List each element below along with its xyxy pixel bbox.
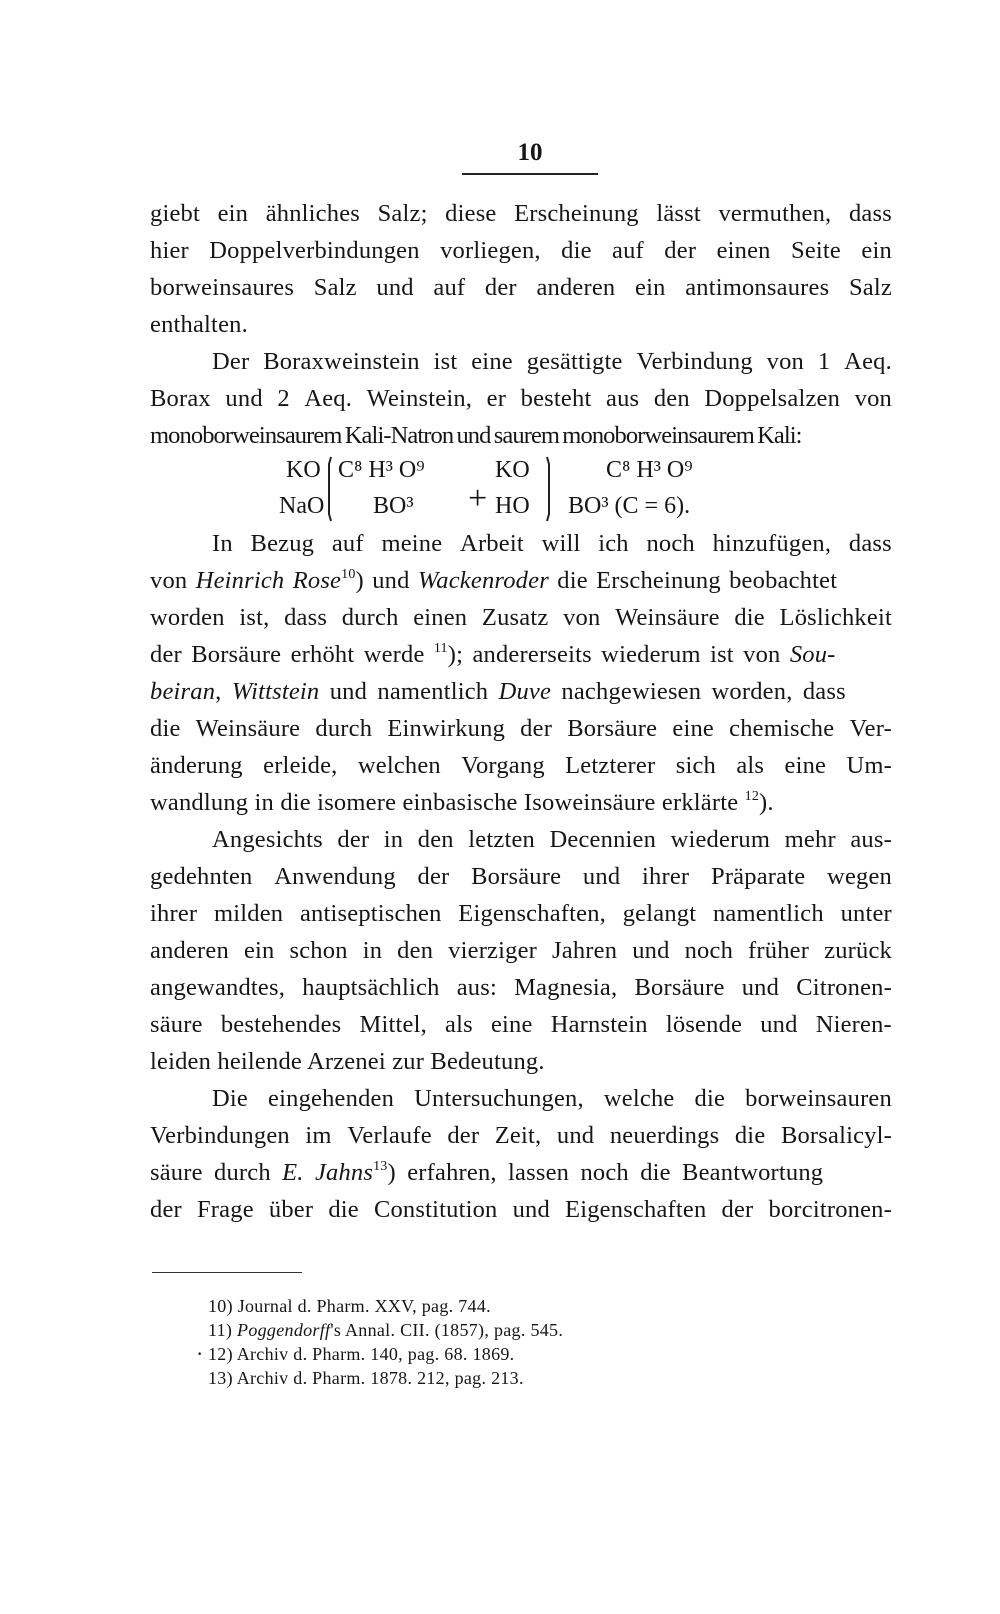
word: vierziger [448, 937, 538, 964]
word: und [556, 1122, 595, 1149]
text-line [150, 233, 892, 269]
word: Boraxweinstein [263, 348, 420, 375]
formula-plus: + [468, 480, 488, 517]
word: Eigenschaften [565, 1196, 707, 1223]
word: von [854, 385, 892, 412]
word: der [150, 1196, 182, 1223]
word: die [734, 604, 765, 631]
word: hinzufügen, [712, 530, 832, 557]
author-name: E. Jahns [282, 1159, 374, 1186]
word: letzten [468, 826, 535, 853]
text-line [150, 859, 892, 895]
word: Eigenschaften, [458, 900, 606, 927]
word: anderen [150, 937, 229, 964]
text-line [150, 1118, 892, 1154]
text-line [150, 933, 892, 969]
author-name: Duve [498, 678, 552, 705]
word: ein [635, 274, 666, 301]
word: borweinsaures [150, 274, 295, 301]
word: Nieren- [815, 1011, 892, 1038]
word: hauptsächlich [302, 974, 440, 1001]
word: der [664, 237, 697, 264]
word: Verlaufe [347, 1122, 432, 1149]
word: Angesichts [212, 826, 323, 853]
word: schon [289, 937, 348, 964]
word: Um- [846, 752, 892, 779]
word: die [328, 1196, 359, 1223]
word: ich [598, 530, 629, 557]
word: früher [748, 937, 810, 964]
word: aus- [850, 826, 892, 853]
word: giebt [150, 200, 200, 227]
word: und [760, 1011, 798, 1038]
word: Borsalicyl- [780, 1122, 892, 1149]
word: Seite [791, 237, 841, 264]
word: eine [471, 348, 513, 375]
word: Magnesia, [514, 974, 618, 1001]
word: auf [612, 237, 644, 264]
formula-right-group-top: C⁸ H³ O⁹ [606, 457, 693, 483]
word: die [150, 715, 181, 742]
word: angewandtes, [150, 974, 286, 1001]
word: er [486, 385, 507, 412]
text-line: monoborweinsaurem Kali-Natron und saurem monoborweinsaurem Kali: [150, 422, 802, 449]
word: gesättigte [526, 348, 623, 375]
word: eine [490, 1011, 533, 1038]
word: Frage [196, 1196, 254, 1223]
word: und [582, 863, 621, 890]
word: Untersuchungen, [414, 1085, 584, 1112]
word: im [305, 1122, 332, 1149]
text-line: beiran, Wittstein und namentlich Duve nachgewiesen worden, dass [150, 678, 846, 705]
word: ähnliches [265, 200, 361, 227]
word: chemische [729, 715, 835, 742]
word: der [337, 826, 370, 853]
page-number-rule [462, 173, 598, 175]
word: Einwirkung [387, 715, 506, 742]
formula-left-bottom: NaO [279, 493, 325, 519]
word: eine [784, 752, 827, 779]
author-name: beiran [150, 678, 216, 705]
footnote: 10) Journal d. Pharm. XXV, pag. 744. [208, 1296, 491, 1316]
word: aus: [456, 974, 497, 1001]
word: milden [213, 900, 284, 927]
word: und [512, 1196, 550, 1223]
word: anderen [536, 274, 616, 301]
footnote: 12) Archiv d. Pharm. 140, pag. 68. 1869. [208, 1344, 515, 1364]
word: ist [433, 348, 458, 375]
text-line [150, 711, 892, 747]
word: bestehendes [220, 1011, 342, 1038]
word: der [520, 715, 553, 742]
word: über [268, 1196, 314, 1223]
word: Die [212, 1085, 248, 1112]
word: dass [848, 200, 892, 227]
word: Borax [150, 385, 211, 412]
word: antiseptischen [299, 900, 442, 927]
word: Zeit, [494, 1122, 542, 1149]
word: Citronen- [796, 974, 892, 1001]
text-line [150, 748, 892, 784]
word: vorliegen, [440, 237, 541, 264]
word: Letzterer [565, 752, 656, 779]
word: hier [150, 237, 189, 264]
text-line [150, 970, 892, 1006]
word: noch [684, 937, 734, 964]
formula-left-group-bottom: BO³ [373, 493, 414, 519]
word: die [734, 1122, 766, 1149]
word: borweinsauren [745, 1085, 892, 1112]
text-line [150, 196, 892, 232]
word: lässt [656, 200, 701, 227]
footnote-ref: 10 [341, 567, 356, 582]
formula-right-group-bottom: BO³ (C = 6). [568, 493, 691, 519]
text-line [212, 344, 892, 380]
word: einen [716, 237, 771, 264]
word: wiederum [670, 826, 771, 853]
word: besteht [520, 385, 592, 412]
word: Präparate [711, 863, 806, 890]
word: und [741, 974, 780, 1001]
word: namentlich [712, 900, 824, 927]
word: ihrer [150, 900, 198, 927]
formula-brace-right [545, 456, 551, 522]
word: Aeq. [304, 385, 353, 412]
word: Mittel, [359, 1011, 427, 1038]
word: der [417, 863, 450, 890]
word: unter [840, 900, 892, 927]
word: Weinstein, [366, 385, 473, 412]
word: die [561, 237, 592, 264]
page-number: 10 [517, 139, 543, 166]
margin-mark: · [196, 1341, 204, 1366]
word: meine [381, 530, 443, 557]
word: Borsäure [471, 863, 562, 890]
word: durch [315, 715, 373, 742]
word: der [447, 1122, 480, 1149]
word: Doppelsalzen [704, 385, 841, 412]
footnote-ref: 13 [373, 1159, 388, 1174]
word: Bezug [250, 530, 315, 557]
word: worden [150, 604, 225, 631]
formula-left-top: KO [286, 457, 321, 483]
word: Salz [313, 274, 357, 301]
text-line [150, 896, 892, 932]
footnote: 11) Poggendorff's Annal. CII. (1857), pag. 545. [208, 1320, 564, 1340]
word: als [736, 752, 765, 779]
word: Weinsäure [615, 604, 720, 631]
word: der [484, 274, 517, 301]
word: Arbeit [460, 530, 524, 557]
word: 1 [817, 348, 831, 375]
word: antimonsaures [685, 274, 830, 301]
text-line: der Borsäure erhöht werde $^{11}$); andererseits wiederum ist von Sou- [150, 641, 836, 668]
word: gedehnten [150, 863, 253, 890]
word: mehr [784, 826, 836, 853]
word: ihrer [642, 863, 690, 890]
word: Ver- [849, 715, 892, 742]
word: von [766, 348, 804, 375]
word: den [417, 826, 454, 853]
text-line: wandlung in die isomere einbasische Isoweinsäure erklärte $^{12}$). [150, 789, 774, 816]
word: In [212, 530, 233, 557]
word: von [563, 604, 601, 631]
word: Salz [848, 274, 892, 301]
author-name: Sou- [789, 641, 836, 668]
word: auf [331, 530, 364, 557]
word: dass [848, 530, 892, 557]
word: den [653, 385, 690, 412]
word: säure [150, 1011, 203, 1038]
word: Vorgang [461, 752, 545, 779]
text-line: säure durch E. Jahns$^{13}$) erfahren, lassen noch die Beantwortung [150, 1159, 824, 1186]
word: der [721, 1196, 754, 1223]
formula-right-bottom: HO [495, 493, 530, 519]
word: einen [413, 604, 468, 631]
word: und [225, 385, 263, 412]
word: Weinsäure [195, 715, 301, 742]
word: lösende [665, 1011, 743, 1038]
word: Harnstein [550, 1011, 648, 1038]
word: aus [606, 385, 640, 412]
word: dass [284, 604, 328, 631]
word: Verbindung [636, 348, 753, 375]
word: vermuthen, [718, 200, 832, 227]
word: Borsäure [634, 974, 725, 1001]
word: ist, [239, 604, 270, 631]
word: Zusatz [481, 604, 549, 631]
word: ein [217, 200, 249, 227]
word: ein [243, 937, 275, 964]
word: und [376, 274, 414, 301]
word: Borsäure [567, 715, 658, 742]
formula-right-top: KO [495, 457, 530, 483]
word: wegen [827, 863, 892, 890]
word: durch [341, 604, 399, 631]
text-line [150, 381, 892, 417]
word: sich [675, 752, 716, 779]
text-line [212, 526, 892, 562]
text-line [212, 822, 892, 858]
word: Salz; [377, 200, 428, 227]
author-name: Wackenroder [417, 567, 549, 594]
text-line: leiden heilende Arzenei zur Bedeutung. [150, 1048, 545, 1075]
text-line [150, 1007, 892, 1043]
text-line [212, 1081, 892, 1117]
footnote-ref: 12 [744, 789, 760, 804]
word: als [445, 1011, 473, 1038]
word: auf [433, 274, 466, 301]
text-line [150, 1192, 892, 1228]
word: eine [672, 715, 714, 742]
word: Erscheinung [514, 200, 639, 227]
word: welchen [357, 752, 441, 779]
word: welche [603, 1085, 675, 1112]
word: in [383, 826, 404, 853]
word: die [694, 1085, 726, 1112]
text-line: enthalten. [150, 311, 248, 338]
word: Constitution [373, 1196, 498, 1223]
word: Aeq. [844, 348, 892, 375]
word: den [397, 937, 434, 964]
word: änderung [150, 752, 243, 779]
word: 2 [277, 385, 290, 412]
word: diese [445, 200, 497, 227]
word: erleide, [263, 752, 338, 779]
word: Verbindungen [150, 1122, 290, 1149]
formula-left-group-top: C⁸ H³ O⁹ [338, 457, 425, 483]
word: Doppelverbindungen [209, 237, 420, 264]
word: neuerdings [609, 1122, 720, 1149]
text-line [150, 600, 892, 636]
footnote-ref: 11 [433, 641, 448, 656]
text-line [150, 270, 892, 306]
footnote: 13) Archiv d. Pharm. 1878. 212, pag. 213. [208, 1368, 524, 1388]
word: Anwendung [274, 863, 396, 890]
word: in [362, 937, 383, 964]
text-line: von Heinrich Rose$^{10}$) und Wackenroder die Erscheinung beobachtet [150, 567, 838, 594]
word: eingehenden [268, 1085, 395, 1112]
word: Jahren [552, 937, 618, 964]
author-name: Heinrich Rose [195, 567, 342, 594]
word: zurück [824, 937, 892, 964]
author-name: Wittstein [231, 678, 320, 705]
word: Decennien [549, 826, 657, 853]
word: und [632, 937, 670, 964]
footnote-separator [152, 1272, 302, 1273]
word: noch [646, 530, 695, 557]
word: Der [212, 348, 250, 375]
formula-brace-left [327, 456, 333, 522]
word: Löslichkeit [779, 604, 892, 631]
word: ein [861, 237, 892, 264]
word: will [541, 530, 581, 557]
word: borcitronen- [768, 1196, 892, 1223]
word: gelangt [622, 900, 697, 927]
